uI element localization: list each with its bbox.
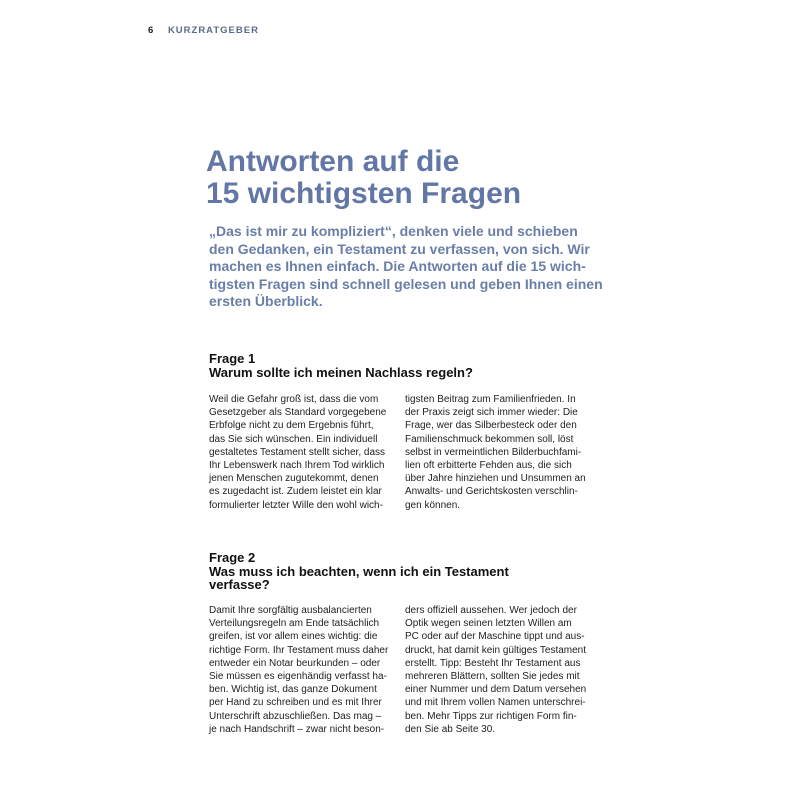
body-line: mehreren Blättern, sollten Sie jedes mit [405,671,580,683]
question-title-line: verfasse? [209,577,270,592]
title-line: 15 wichtigsten Fragen [206,177,522,210]
page-title [206,146,626,210]
body-line: gen können. [405,499,461,511]
body-line: Unterschrift abzuschließen. Das mag – [209,710,382,722]
intro-line: tigsten Fragen sind schnell gelesen und geben Ihnen einen [209,275,603,292]
body-line: druckt, hat damit kein gültiges Testament [405,644,587,656]
body-line: entweder ein Notar beurkunden – oder [209,657,381,669]
body-line: einer Nummer und dem Datum versehen [405,684,587,696]
question-1-heading [209,352,589,379]
body-line: über Jahre hinziehen und Unsummen an [405,473,586,485]
body-line: ders offiziell aussehen. Wer jedoch der [405,605,577,616]
section-label: KURZRATGEBER [167,25,259,36]
body-line: Gesetzgeber als Standard vorgegebene [209,407,387,419]
intro-line: „Das ist mir zu kompliziert“, denken viele und schieben [209,223,578,239]
body-line: Ihr Lebenswerk nach Ihrem Tod wirklich [209,460,385,472]
title-line: Antworten auf die [206,145,460,178]
intro-line: den Gedanken, ein Testament zu verfassen, von sich. Wir [209,240,590,257]
body-line: ben. Wichtig ist, das ganze Dokument [209,684,377,696]
body-line: gestaltetes Testament stellt sicher, dass [209,446,386,458]
question-1-column-right [405,393,590,512]
question-label: Frage 1 [209,351,256,366]
body-line: es zugedacht ist. Zudem leistet ein klar [209,486,382,498]
body-line: Anwalts- und Gerichtskosten verschlin- [405,486,578,498]
body-line: Sie müssen es eigenhändig verfasst ha- [209,671,387,683]
running-head [148,25,259,36]
question-title-line: Warum sollte ich meinen Nachlass regeln? [209,364,473,380]
body-line: je nach Handschrift – zwar nicht beson- [209,723,385,735]
body-line: und mit Ihrem vollen Namen unterschrei- [405,697,586,709]
question-1-column-left [209,393,394,512]
intro-line: ersten Überblick. [209,293,323,309]
body-line: per Hand zu schreiben und es mit Ihrer [209,697,382,709]
intro-paragraph [209,223,603,311]
body-line: richtige Form. Ihr Testament muss daher [209,644,389,656]
body-line: Optik wegen seinen letzten Willen am [405,618,572,630]
question-2-heading [209,551,589,592]
page-number: 6 [148,25,155,36]
question-2-column-left [209,604,394,736]
body-line: lien oft erbitterte Fehden aus, die sich [405,460,572,472]
body-line: Verteilungsregeln am Ende tatsächlich [209,618,380,630]
body-line: formulierter letzter Wille den wohl wich- [209,499,383,511]
body-line: den Sie ab Seite 30. [405,723,496,735]
body-line: Erbfolge nicht zu dem Ergebnis führt, [209,420,374,432]
body-line: das Sie sich wünschen. Ein individuell [209,433,378,445]
body-line: Damit Ihre sorgfältig ausbalancierten [209,605,372,616]
question-label: Frage 2 [209,550,256,565]
body-line: Familienschmuck bekommen soll, löst [405,433,574,445]
body-line: greifen, ist vor allem eines wichtig: die [209,631,378,643]
body-line: jenen Menschen zugutekommt, denen [209,473,379,485]
intro-line: machen es Ihnen einfach. Die Antworten auf die 15 wich- [209,258,586,274]
question-2-column-right [405,604,590,736]
body-line: PC oder auf der Maschine tippt und aus- [405,631,585,643]
body-line: der Praxis zeigt sich immer wieder: Die [405,407,578,419]
body-line: selbst in vermeintlichen Bilderbuchfami- [405,446,582,458]
question-title-line: Was muss ich beachten, wenn ich ein Testament [209,563,509,579]
body-line: erstellt. Tipp: Besteht Ihr Testament aus [405,657,581,669]
body-line: Frage, wer das Silberbesteck oder den [405,420,577,432]
body-line: tigsten Beitrag zum Familienfrieden. In [405,394,576,405]
body-line: ben. Mehr Tipps zur richtigen Form fin- [405,710,577,722]
body-line: Weil die Gefahr groß ist, dass die vom [209,394,379,405]
